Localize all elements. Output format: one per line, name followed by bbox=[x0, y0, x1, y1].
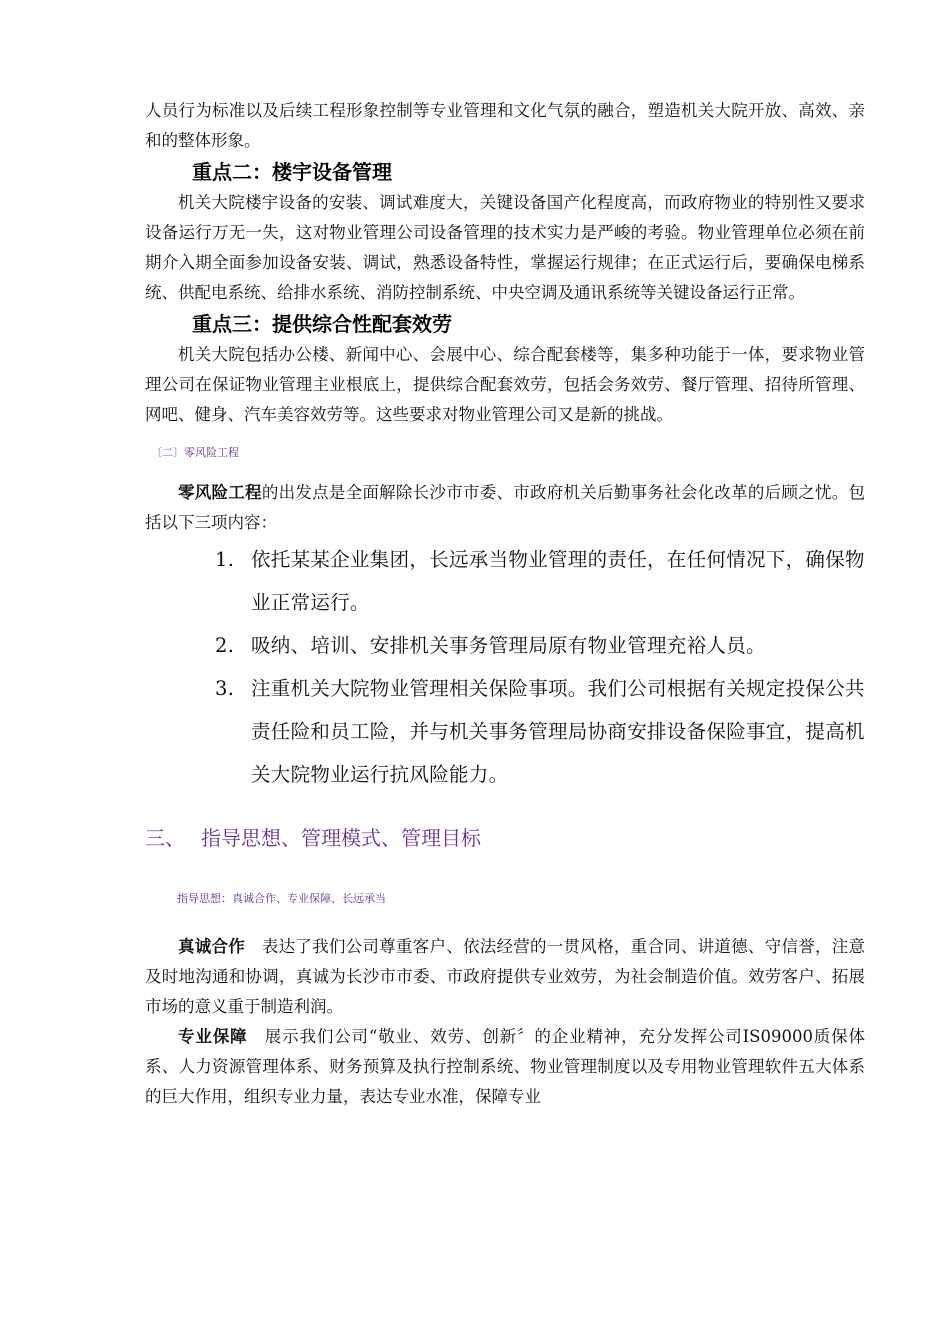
zero-risk-text: 的出发点是全面解除长沙市市委、市政府机关后勤事务社会化改革的后顾之忧。包括以下三项内容： bbox=[145, 483, 865, 532]
zero-risk-list bbox=[145, 538, 865, 796]
focus3-paragraph: 机关大院包括办公楼、新闻中心、会展中心、综合配套楼等，集多种功能于一体，要求物业管理公司在保证物业管理主业根底上，提供综合配套效劳，包括会务效劳、餐厅管理、招待所管理、网吧、健身、汽车美容效劳等。这些要求对物业管理公司又是新的挑战。 bbox=[145, 345, 865, 424]
section3-number: 三、 bbox=[145, 826, 185, 850]
list-item-number: 2. bbox=[215, 634, 235, 657]
sincere-paragraph bbox=[145, 932, 865, 1022]
focus3-heading: 重点三：提供综合性配套效劳 bbox=[192, 312, 452, 336]
list-item-text: 依托某某企业集团，长远承当物业管理的责任，在任何情况下，确保物业正常运行。 bbox=[251, 548, 865, 614]
zero-risk-paragraph bbox=[145, 478, 865, 538]
list-item bbox=[145, 667, 865, 796]
list-item bbox=[145, 624, 865, 667]
section3-heading bbox=[145, 822, 865, 854]
document-page bbox=[145, 96, 865, 1112]
list-item-text: 吸纳、培训、安排机关事务管理局原有物业管理充裕人员。 bbox=[251, 634, 766, 657]
sincere-lead: 真诚合作 bbox=[178, 937, 246, 956]
list-item bbox=[145, 538, 865, 624]
sincere-text: 表达了我们公司尊重客户、依法经营的一贯风格，重合同、讲道德、守信誉，注意及时地沟通和协调，真诚为长沙市市委、市政府提供专业效劳，为社会制造价值。效劳客户、拓展市场的意义重于制造利润。 bbox=[145, 937, 866, 1016]
focus2-heading: 重点二：楼宇设备管理 bbox=[192, 160, 392, 184]
professional-paragraph bbox=[145, 1022, 865, 1112]
zero-risk-lead: 零风险工程 bbox=[178, 483, 262, 502]
guiding-thought-heading: 指导思想：真诚合作、专业保障、长远承当 bbox=[177, 892, 386, 905]
focus2-paragraph: 机关大院楼宇设备的安装、调试难度大，关键设备国产化程度高，而政府物业的特别性又要求设备运行万无一失，这对物业管理公司设备管理的技术实力是严峻的考验。物业管理单位必须在前期介入期全面参加设备安装、调试，熟悉设备特性，掌握运行规律；在正式运行后，要确保电梯系统、供配电系统、给排水系统、消防控制系统、中央空调及通讯系统等关键设备运行正常。 bbox=[145, 193, 865, 302]
list-item-number: 1. bbox=[215, 548, 235, 571]
professional-text: 展示我们公司“敬业、效劳、创新〞的企业精神，充分发挥公司IS09000质保体系、人力资源管理体系、财务预算及执行控制系统、物业管理制度以及专用物业管理软件五大体系的巨大作用，组织专业力量，表达专业水准，保障专业 bbox=[145, 1027, 866, 1106]
list-item-text: 注重机关大院物业管理相关保险事项。我们公司根据有关规定投保公共责任险和员工险，并与机关事务管理局协商安排设备保险事宜，提高机关大院物业运行抗风险能力。 bbox=[251, 677, 865, 786]
list-item-number: 3. bbox=[215, 677, 235, 700]
professional-lead: 专业保障 bbox=[178, 1027, 248, 1046]
section3-title: 指导思想、管理模式、管理目标 bbox=[201, 826, 481, 850]
subsection-heading: 〔二〕零风险工程 bbox=[151, 446, 239, 459]
intro-paragraph: 人员行为标准以及后续工程形象控制等专业管理和文化气氛的融合，塑造机关大院开放、高效、亲和的整体形象。 bbox=[145, 101, 865, 150]
